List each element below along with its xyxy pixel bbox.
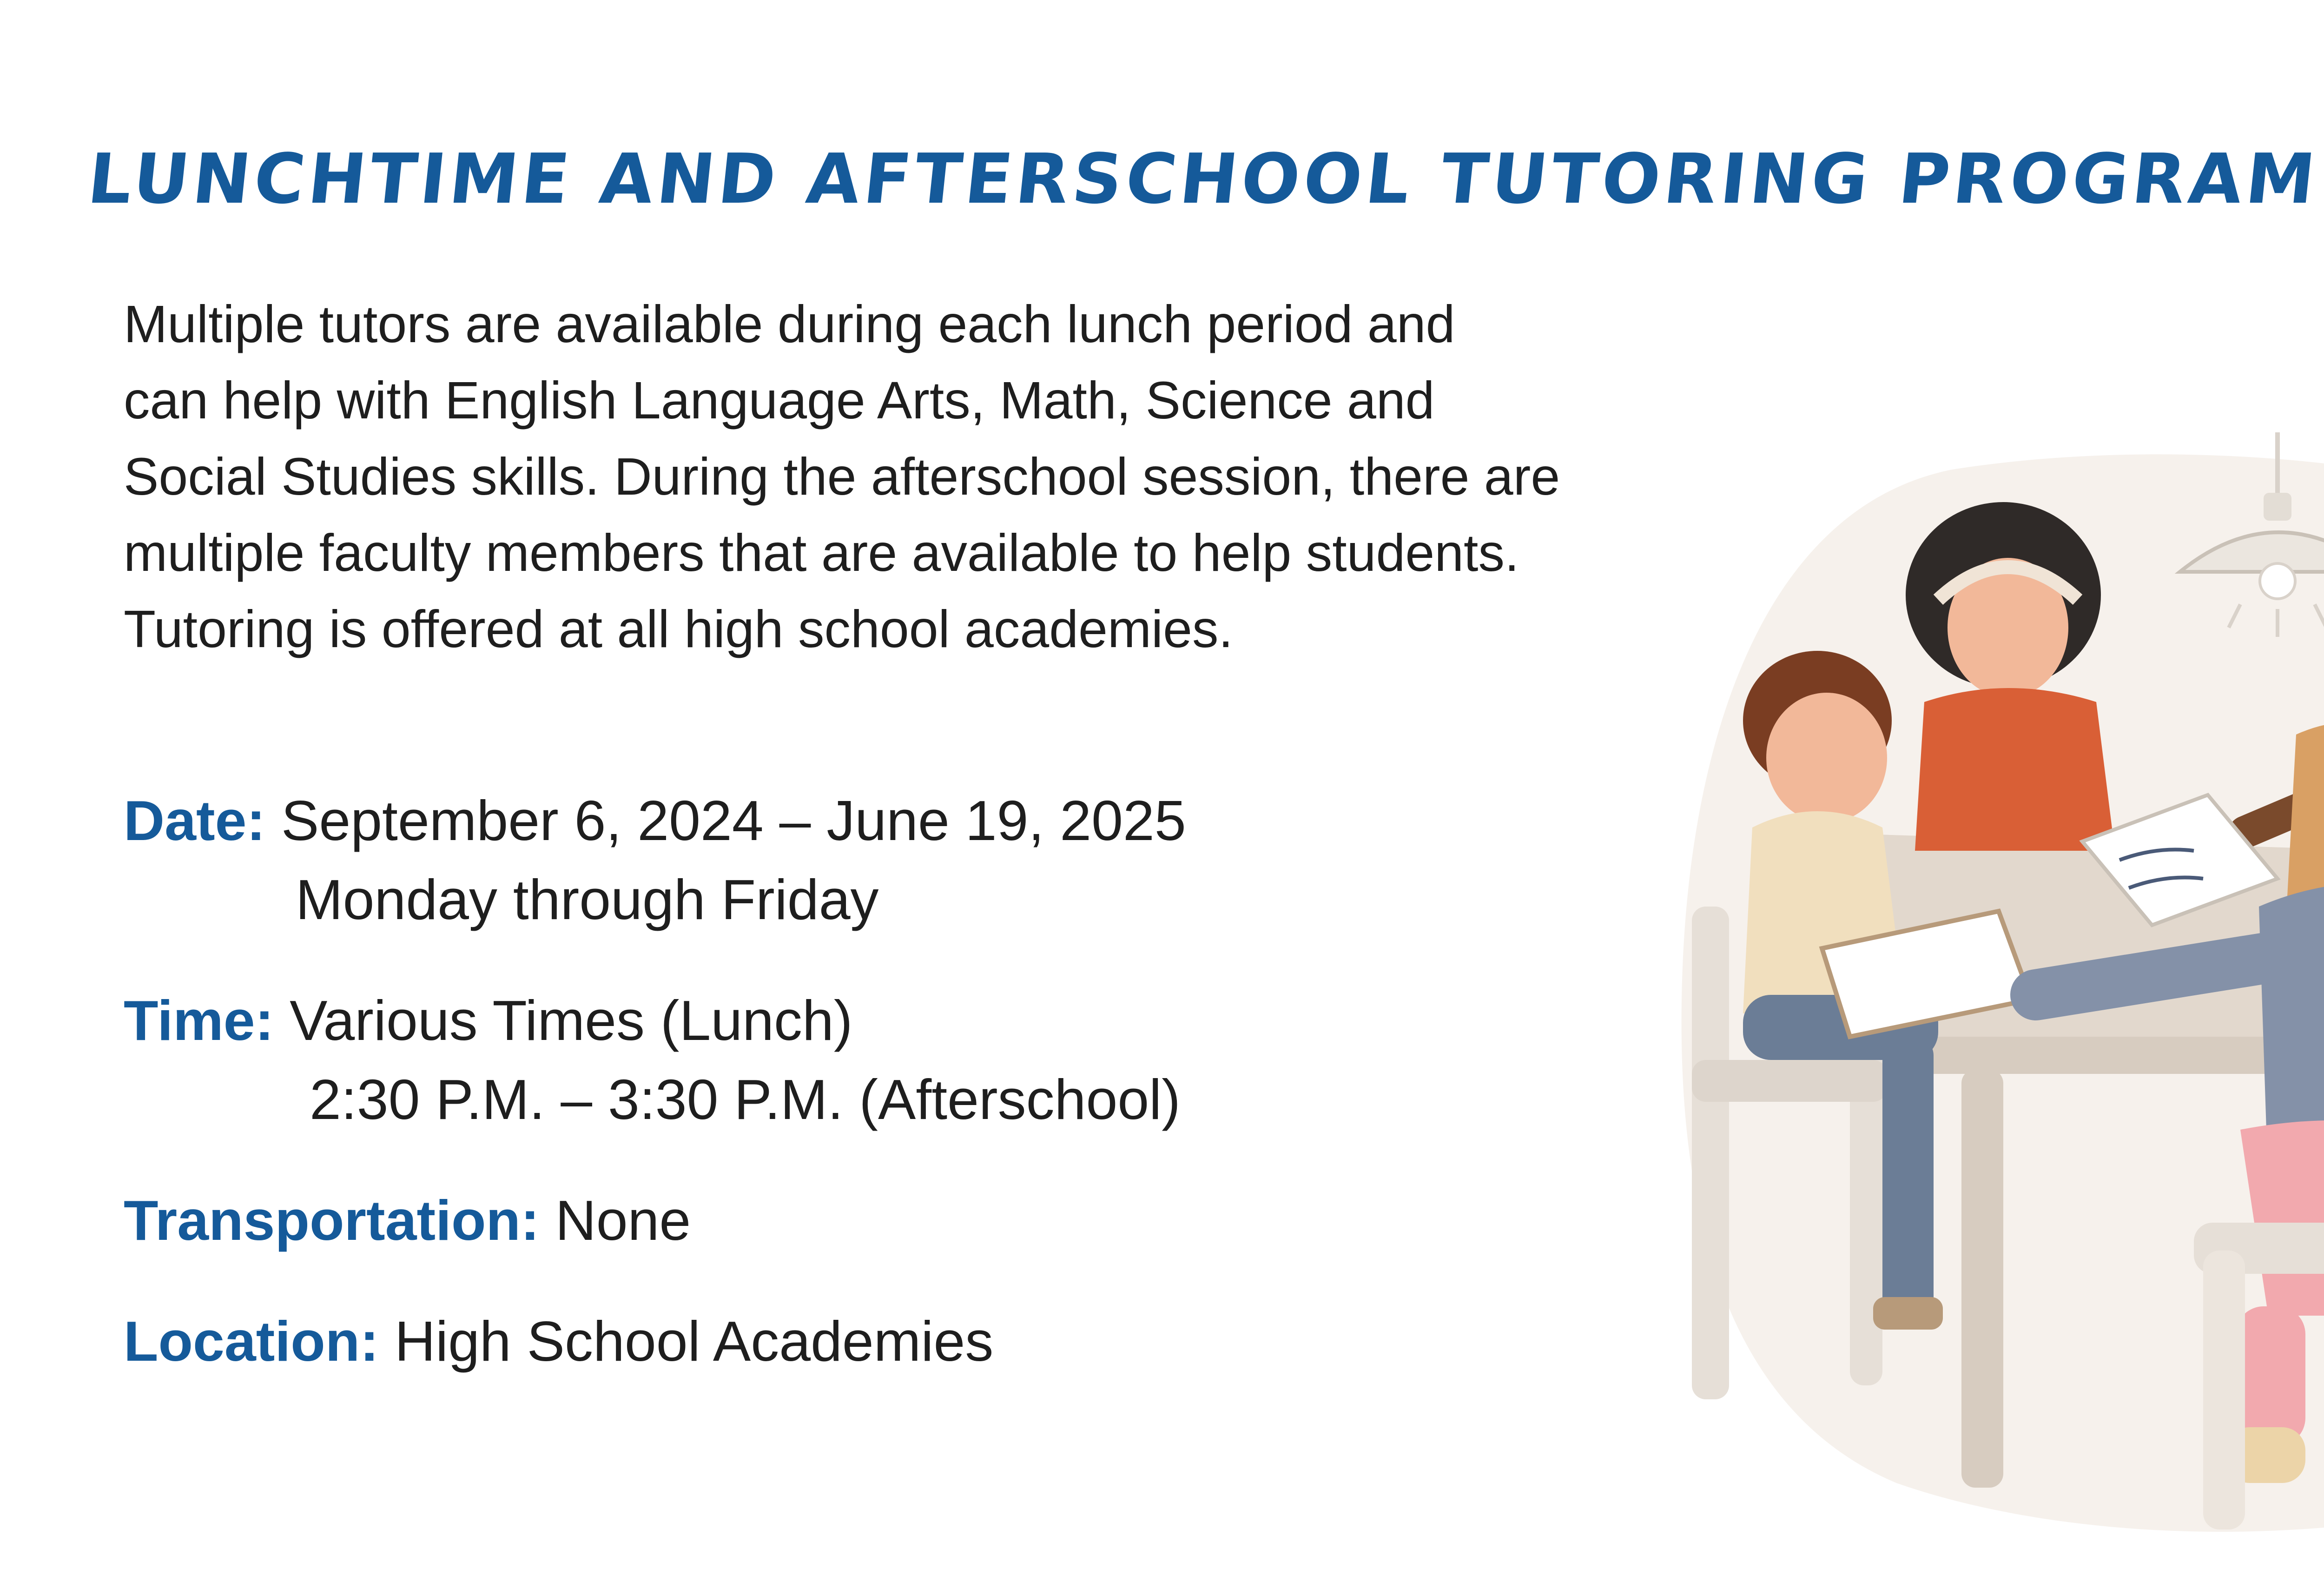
location-value: High School Academies <box>394 1310 994 1373</box>
transportation-value: None <box>555 1189 691 1252</box>
date-label: Date: <box>124 789 266 852</box>
program-description <box>124 286 1750 667</box>
page-title: LUNCHTIME AND AFTERSCHOOL TUTORING PROGRAM <box>84 139 2323 219</box>
time-detail <box>124 981 1181 1139</box>
date-days: Monday through Friday <box>296 868 879 931</box>
description-line: Tutoring is offered at all high school academies. <box>124 600 1233 658</box>
time-afterschool: 2:30 P.M. – 3:30 P.M. (Afterschool) <box>310 1068 1181 1131</box>
description-line: Social Studies skills. During the afterschool session, there are <box>124 447 1560 506</box>
description-line: multiple faculty members that are available to help students. <box>124 523 1519 582</box>
description-line: Multiple tutors are available during each lunch period and <box>124 295 1455 353</box>
date-value: September 6, 2024 – June 19, 2025 <box>281 789 1186 852</box>
transportation-detail <box>124 1181 691 1260</box>
students-tutoring-illustration <box>1664 432 2324 1548</box>
location-label: Location: <box>124 1310 379 1373</box>
time-value: Various Times (Lunch) <box>290 989 853 1052</box>
transportation-label: Transportation: <box>124 1189 540 1252</box>
description-line: can help with English Language Arts, Math, Science and <box>124 371 1435 430</box>
date-detail <box>124 781 1186 939</box>
time-label: Time: <box>124 989 274 1052</box>
location-detail <box>124 1302 993 1381</box>
